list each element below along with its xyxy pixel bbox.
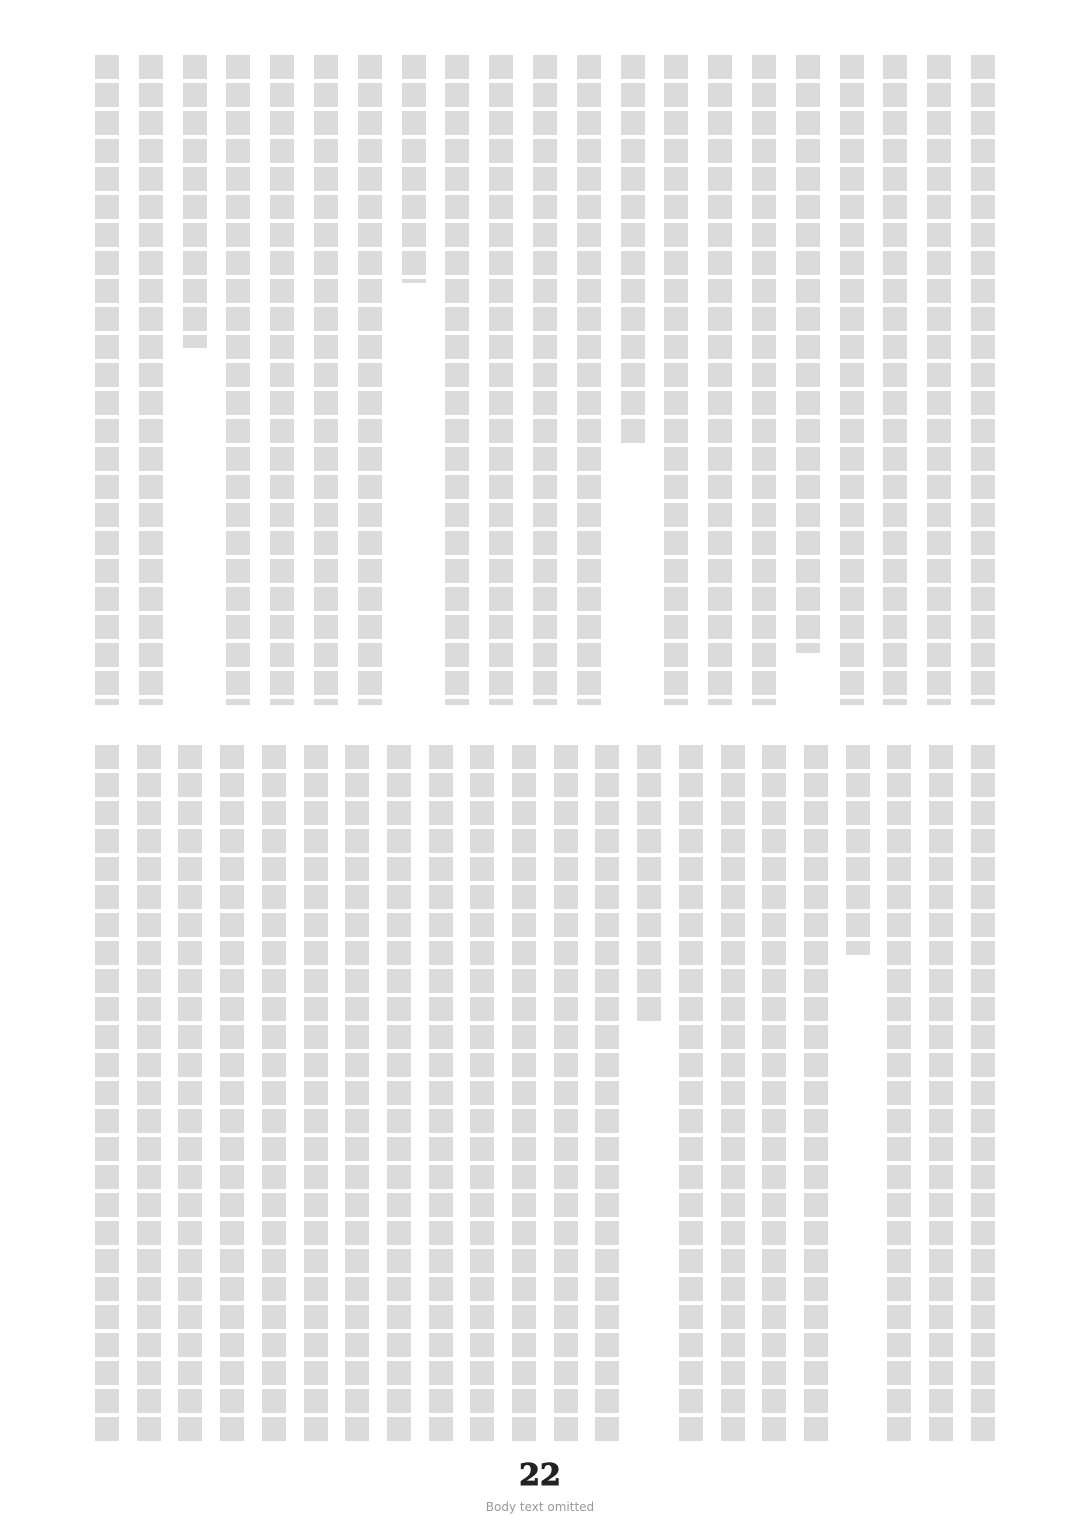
text-column-placeholder [345, 745, 369, 1445]
text-column-placeholder [752, 55, 776, 705]
page-number: 22 [519, 1458, 561, 1493]
text-column-placeholder [139, 55, 163, 705]
text-column-placeholder [840, 55, 864, 705]
text-column-placeholder [664, 55, 688, 705]
text-column-placeholder [621, 55, 645, 445]
text-column-placeholder [929, 745, 953, 1445]
text-column-placeholder [637, 745, 661, 1025]
text-column-placeholder [183, 55, 207, 348]
text-column-placeholder [533, 55, 557, 705]
text-column-placeholder [95, 55, 119, 705]
text-column-placeholder [95, 745, 119, 1445]
text-column-placeholder [489, 55, 513, 705]
text-column-placeholder [846, 745, 870, 955]
text-column-placeholder [314, 55, 338, 705]
text-column-placeholder [708, 55, 732, 705]
text-column-placeholder [387, 745, 411, 1445]
text-column-placeholder [470, 745, 494, 1445]
text-column-placeholder [927, 55, 951, 705]
text-column-placeholder [220, 745, 244, 1445]
text-column-placeholder [358, 55, 382, 705]
text-column-placeholder [554, 745, 578, 1445]
text-block-top [95, 55, 995, 705]
text-column-placeholder [512, 745, 536, 1445]
text-column-placeholder [971, 55, 995, 705]
text-column-placeholder [445, 55, 469, 705]
text-column-placeholder [270, 55, 294, 705]
text-column-placeholder [883, 55, 907, 705]
text-column-placeholder [679, 745, 703, 1445]
text-column-placeholder [721, 745, 745, 1445]
omission-note: Body text omitted [485, 1500, 595, 1514]
text-block-bottom [95, 745, 995, 1445]
text-column-placeholder [971, 745, 995, 1445]
text-column-placeholder [577, 55, 601, 705]
text-column-placeholder [304, 745, 328, 1445]
text-column-placeholder [226, 55, 250, 705]
text-column-placeholder [402, 55, 426, 283]
text-column-placeholder [595, 745, 619, 1445]
text-column-placeholder [796, 55, 820, 653]
text-column-placeholder [762, 745, 786, 1445]
text-column-placeholder [137, 745, 161, 1445]
text-column-placeholder [887, 745, 911, 1445]
text-column-placeholder [178, 745, 202, 1445]
text-column-placeholder [804, 745, 828, 1445]
text-column-placeholder [262, 745, 286, 1445]
text-column-placeholder [429, 745, 453, 1445]
